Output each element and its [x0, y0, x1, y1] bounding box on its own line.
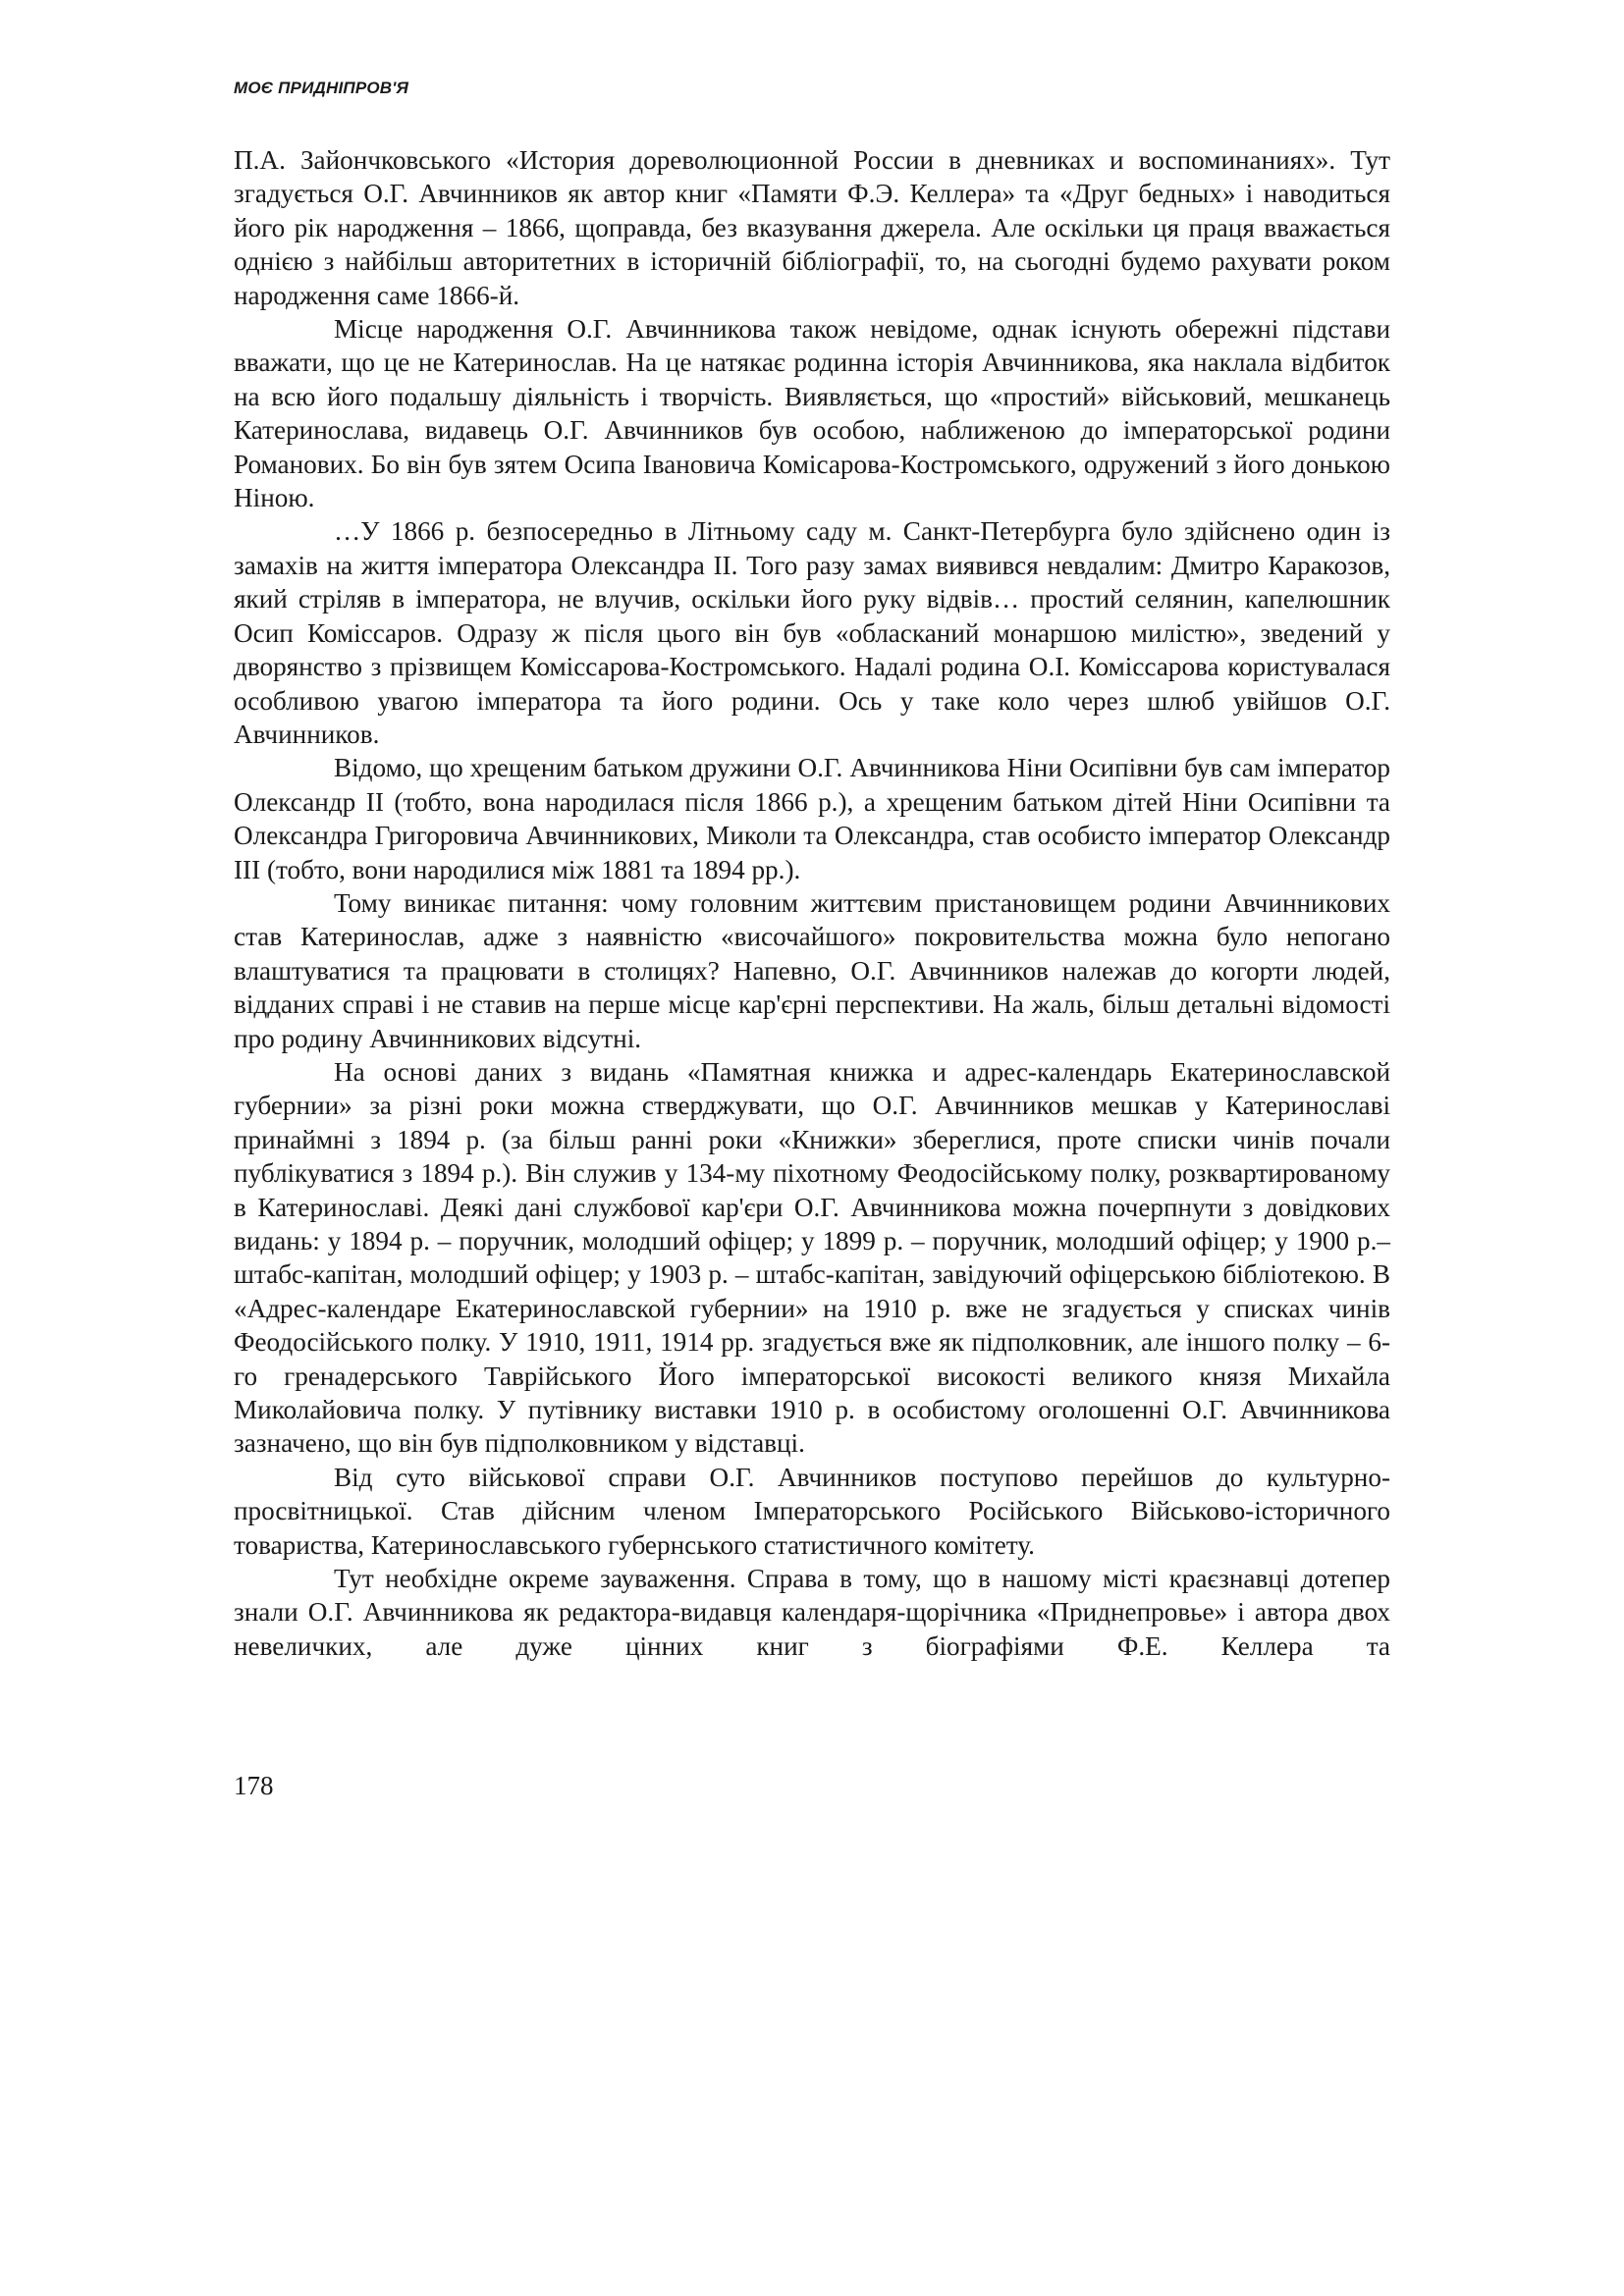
running-header: МОЄ ПРИДНІПРОВ'Я: [234, 79, 409, 97]
paragraph: …У 1866 р. безпосередньо в Літньому саду м. Санкт-Петербурга було здійснено один із замахів на життя імператора Олександра II. Того разу замах виявився невдалим: Дмитро Каракозов, який стріляв в імператора, не влучив, оскільки його руку відвів… простий селянин, капелюшник Осип Коміссаров. Одразу ж після цього він був «обласканий монаршою милістю», зведений у дворянство з прізвищем Коміссарова-Костромського. Надалі родина О.І. Коміссарова користувалася особливою увагою імператора та його родини. Ось у таке коло через шлюб увійшов О.Г. Авчинников.: [234, 516, 1390, 749]
paragraph: Відомо, що хрещеним батьком дружини О.Г. Авчинникова Ніни Осипівни був сам імператор Олександр ІІ (тобто, вона народилася після 1866 р.), а хрещеним батьком дітей Ніни Осипівни та Олександра Григоровича Авчинникових, Миколи та Олександра, став особисто імператор Олександр ІІІ (тобто, вони народилися між 1881 та 1894 рр.).: [234, 753, 1390, 884]
paragraph: П.А. Зайончковського «История дореволюционной России в дневниках и воспоминаниях». Тут згадується О.Г. Авчинников як автор книг «Памяти Ф.Э. Келлера» та «Друг бедных» і наводиться його рік народження – 1866, щоправда, без вказування джерела. Але оскільки ця праця вважається однією з найбільш авторитетних в історичній бібліографії, то, на сьогодні будемо рахувати роком народження саме 1866-й.: [234, 145, 1390, 310]
paragraph: Місце народження О.Г. Авчинникова також невідоме, однак існують обережні підстави вважати, що це не Катеринослав. На це натякає родинна історія Авчинникова, яка наклала відбиток на всю його подальшу діяльність і творчість. Виявляється, що «простий» військовий, мешканець Катеринослава, видавець О.Г. Авчинников був особою, наближеною до імператорської родини Романових. Бо він був зятем Осипа Івановича Комісарова-Костромського, одружений з його донькою Ніною.: [234, 314, 1390, 513]
article-body: [234, 143, 1390, 1663]
paragraph: Від суто військової справи О.Г. Авчинников поступово перейшов до культурно-просвітницької. Став дійсним членом Імператорського Російського Військово-історичного товариства, Катеринославського губернського статистичного комітету.: [234, 1462, 1390, 1560]
paragraph: Тому виникає питання: чому головним життєвим пристановищем родини Авчинникових став Катеринослав, адже з наявністю «височайшого» покровительства можна було непогано влаштуватися та працювати в столицях? Напевно, О.Г. Авчинников належав до когорти людей, відданих справі і не ставив на перше місце кар'єрні перспективи. На жаль, більш детальні відомості про родину Авчинникових відсутні.: [234, 887, 1390, 1053]
paragraph: На основі даних з видань «Памятная книжка и адрес-календарь Екатеринославской губернии» за різні роки можна стверджувати, що О.Г. Авчинников мешкав у Катеринославі принаймні з 1894 р. (за більш ранні роки «Книжки» збереглися, проте списки чинів почали публікуватися з 1894 р.). Він служив у 134-му піхотному Феодосійському полку, розквартированому в Катеринославі. Деякі дані службової кар'єри О.Г. Авчинникова можна почерпнути з довідкових видань: у 1894 р. – поручник, молодший офіцер; у 1899 р. – поручник, молодший офіцер; у 1900 р.– штабс-капітан, молодший офіцер; у 1903 р. – штабс-капітан, завідуючий офіцерською бібліотекою. В «Адрес-календаре Екатеринославской губернии» на 1910 р. вже не згадується у списках чинів Феодосійського полку. У 1910, 1911, 1914 рр. згадується вже як підполковник, але іншого полку – 6-го гренадерського Таврійського Його імператорської високості великого князя Михайла Миколайовича полку. У путівнику виставки 1910 р. в особистому оголошенні О.Г. Авчинникова зазначено, що він був підполковником у відставці.: [234, 1056, 1390, 1459]
page-number: 178: [234, 1771, 274, 1800]
paragraph: Тут необхідне окреме зауваження. Справа в тому, що в нашому місті краєзнавці дотепер знали О.Г. Авчинникова як редактора-видавця календаря-щорічника «Приднепровье» і автора двох невеличких, але дуже цінних книг з біографіями Ф.Е. Келлера та: [234, 1564, 1390, 1661]
